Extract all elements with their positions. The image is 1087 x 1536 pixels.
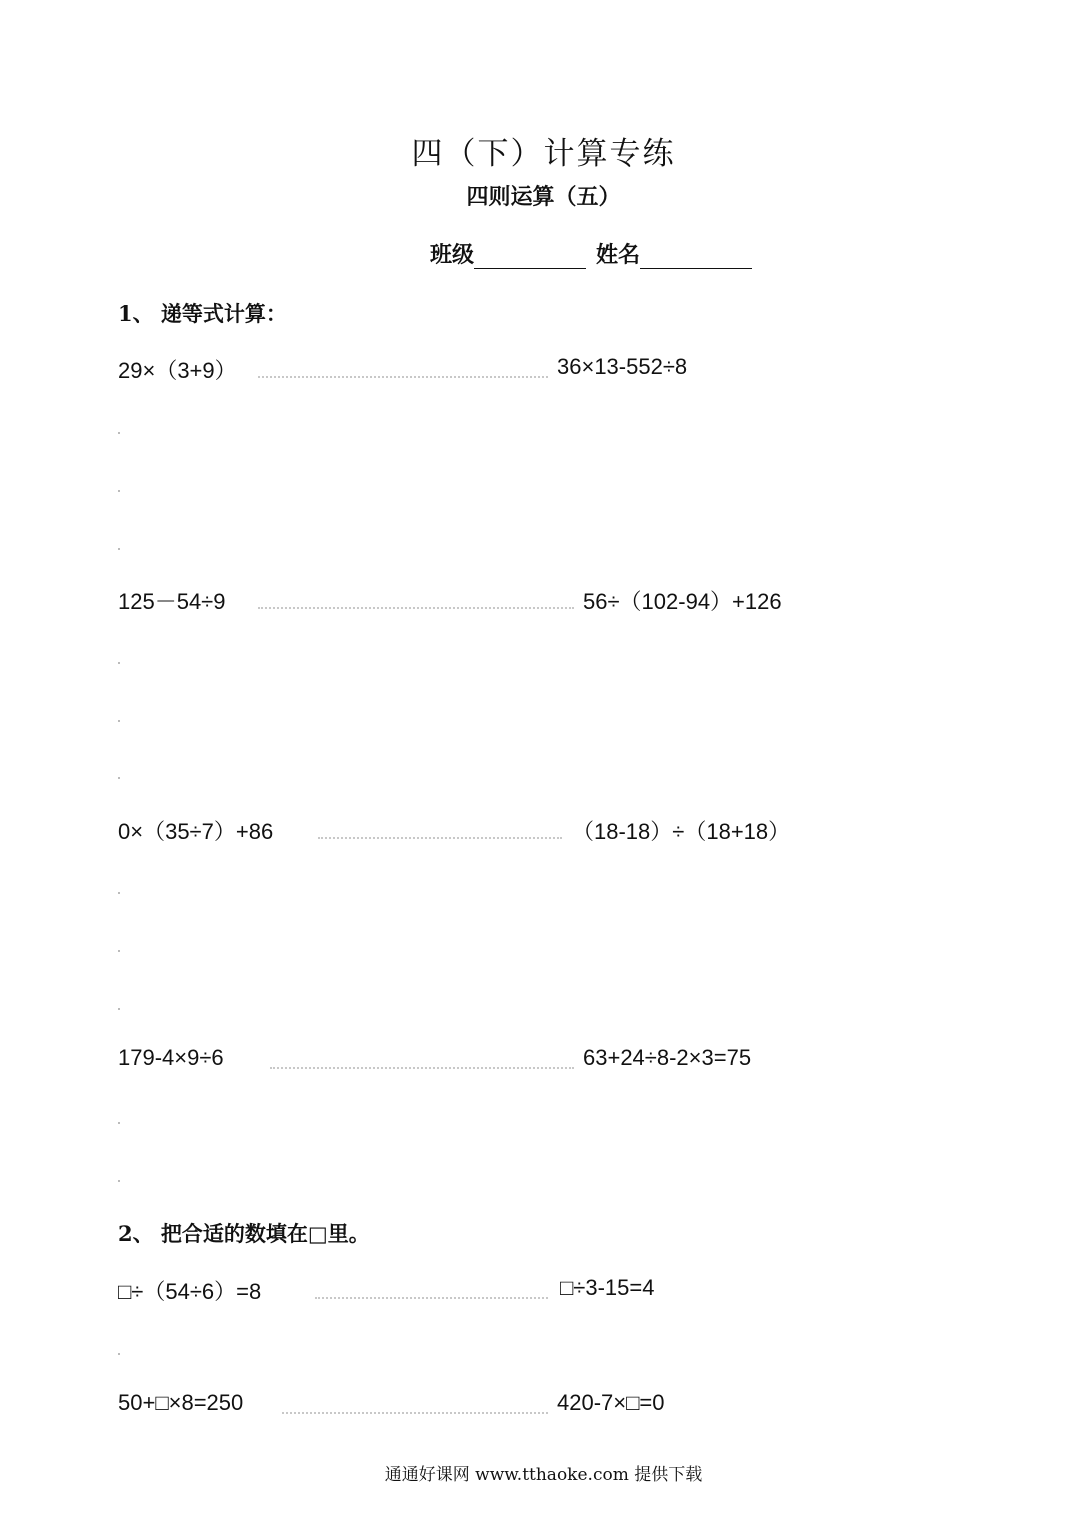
class-label: 班级 — [430, 242, 475, 268]
dot-leader — [318, 837, 562, 839]
spacer-dot — [118, 548, 120, 550]
dot-leader — [315, 1297, 548, 1299]
spacer-dot — [118, 432, 120, 434]
problem-4-left: 179-4×9÷6 — [118, 1045, 224, 1070]
footer-credit: 通通好课网 www.tthaoke.com 提供下载 — [384, 1465, 703, 1485]
spacer-dot — [118, 490, 120, 492]
dot-leader — [282, 1412, 548, 1414]
spacer-dot — [118, 892, 120, 894]
spacer-dot — [118, 1353, 120, 1355]
worksheet-subtitle: 四则运算（五） — [466, 184, 621, 210]
dot-leader — [270, 1067, 574, 1069]
fill-problem-2-left: 50+□×8=250 — [118, 1390, 244, 1415]
student-info — [430, 238, 762, 269]
spacer-dot — [118, 720, 120, 722]
problem-1-left: 29×（3+9） — [118, 358, 237, 383]
worksheet-title: 四（下）计算专练 — [411, 136, 676, 172]
fill-problem-1-left: □÷（54÷6）=8 — [118, 1279, 262, 1304]
section-1-heading: 1、 递等式计算： — [118, 301, 287, 326]
spacer-dot — [118, 1122, 120, 1124]
name-blank[interactable] — [640, 244, 752, 269]
spacer-dot — [118, 777, 120, 779]
dot-leader — [258, 607, 574, 609]
spacer-dot — [118, 950, 120, 952]
problem-2-left: 125－54÷9 — [118, 589, 226, 614]
spacer-dot — [118, 1008, 120, 1010]
section-2-heading: 2、 把合适的数填在□里。 — [118, 1221, 370, 1246]
spacer-dot — [118, 662, 120, 664]
problem-4-right: 63+24÷8-2×3=75 — [583, 1045, 752, 1070]
dot-leader — [258, 376, 548, 378]
problem-1-right: 36×13-552÷8 — [557, 354, 688, 379]
problem-3-left: 0×（35÷7）+86 — [118, 819, 274, 844]
class-blank[interactable] — [474, 244, 586, 269]
spacer-dot — [118, 1180, 120, 1182]
name-label: 姓名 — [596, 242, 641, 268]
problem-2-right: 56÷（102-94）+126 — [583, 589, 782, 614]
fill-problem-1-right: □÷3-15=4 — [560, 1275, 655, 1300]
problem-3-right: （18-18）÷（18+18） — [572, 819, 791, 844]
fill-problem-2-right: 420-7×□=0 — [557, 1390, 665, 1415]
